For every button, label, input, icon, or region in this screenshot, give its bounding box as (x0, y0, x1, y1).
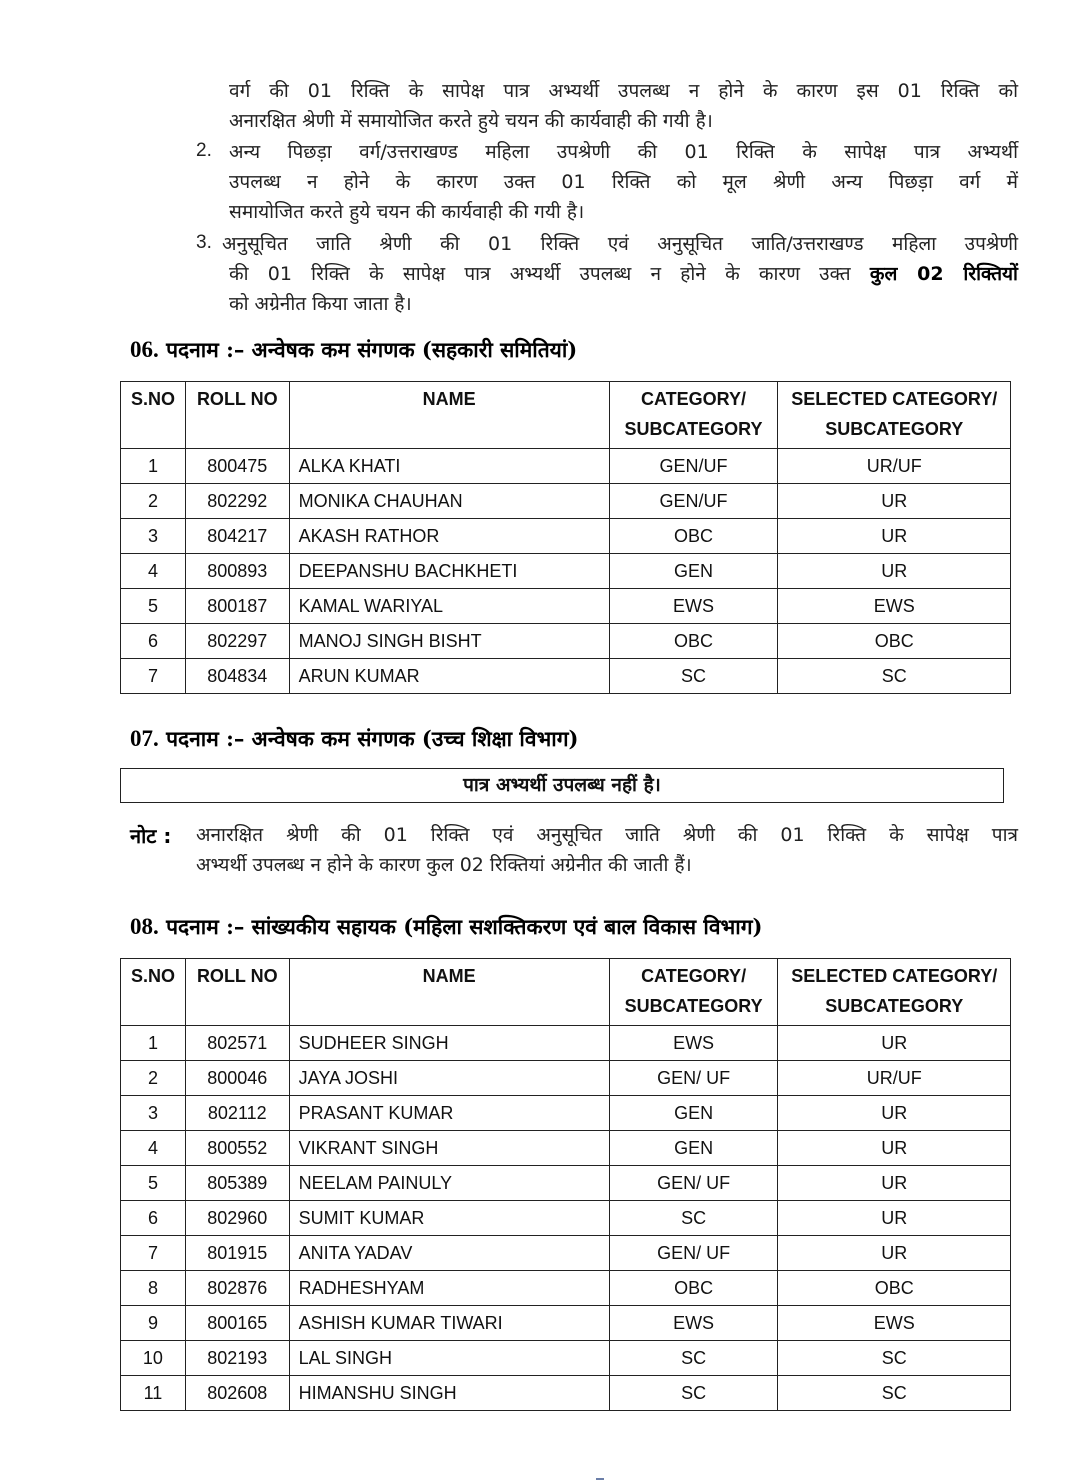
header-category: CATEGORY/ SUBCATEGORY (609, 959, 778, 1026)
cell-roll-no: 802876 (185, 1271, 289, 1306)
table-row (121, 1131, 1011, 1166)
cell-category: OBC (609, 624, 778, 659)
table-row (121, 1166, 1011, 1201)
cell-selected-category: UR (778, 1026, 1011, 1061)
section08-table (120, 958, 1011, 1411)
note-item1-line2: अनारक्षित श्रेणी में समायोजित करते हुये चयन की कार्यवाही की गयी है। (229, 110, 713, 132)
cell-sno: 4 (121, 1131, 186, 1166)
table-row (121, 589, 1011, 624)
cell-roll-no: 800046 (185, 1061, 289, 1096)
cell-sno: 7 (121, 659, 186, 694)
cell-sno: 4 (121, 554, 186, 589)
cell-selected-category: OBC (778, 1271, 1011, 1306)
table-row (121, 519, 1011, 554)
cell-category: GEN/ UF (609, 1166, 778, 1201)
cell-name: SUDHEER SINGH (289, 1026, 609, 1061)
header-category: CATEGORY/ SUBCATEGORY (609, 382, 778, 449)
cell-sno: 10 (121, 1341, 186, 1376)
section06-title: पदनाम :– अन्वेषक कम संगणक (सहकारी समितियां) (166, 337, 578, 362)
cell-category: EWS (609, 1306, 778, 1341)
cell-sno: 3 (121, 1096, 186, 1131)
section08-heading (130, 913, 763, 941)
cell-name: MANOJ SINGH BISHT (289, 624, 609, 659)
cell-selected-category: UR/UF (778, 449, 1011, 484)
cell-name: ALKA KHATI (289, 449, 609, 484)
cell-selected-category: UR (778, 1236, 1011, 1271)
table-row (121, 1236, 1011, 1271)
note-item2-line3: समायोजित करते हुये चयन की कार्यवाही की गयी है। (229, 201, 585, 223)
header-selected-category: SELECTED CATEGORY/ SUBCATEGORY (778, 959, 1011, 1026)
table-header-row (121, 382, 1011, 449)
cell-sno: 3 (121, 519, 186, 554)
cell-selected-category: UR (778, 519, 1011, 554)
cell-roll-no: 802571 (185, 1026, 289, 1061)
cell-sno: 9 (121, 1306, 186, 1341)
section07-note-line1: अनारक्षित श्रेणी की 01 रिक्ति एवं अनुसूचित जाति श्रेणी की 01 रिक्ति के सापेक्ष पात्र (196, 824, 1018, 846)
cell-roll-no: 802960 (185, 1201, 289, 1236)
cell-name: ARUN KUMAR (289, 659, 609, 694)
cell-selected-category: UR (778, 1096, 1011, 1131)
cell-category: EWS (609, 589, 778, 624)
cell-category: SC (609, 659, 778, 694)
cell-roll-no: 800187 (185, 589, 289, 624)
section07-heading (130, 725, 579, 753)
note-item3-line2-text: की 01 रिक्ति के सापेक्ष पात्र अभ्यर्थी उपलब्ध न होने के कारण उक्त (229, 263, 851, 285)
note-item3-line1: अनुसूचित जाति श्रेणी की 01 रिक्ति एवं अनुसूचित जाति/उत्तराखण्ड महिला उपश्रेणी (222, 233, 1018, 255)
cell-name: LAL SINGH (289, 1341, 609, 1376)
cell-roll-no: 800893 (185, 554, 289, 589)
cell-category: SC (609, 1341, 778, 1376)
section07-number: 07. (130, 726, 159, 751)
cell-sno: 5 (121, 1166, 186, 1201)
table-row (121, 1026, 1011, 1061)
note-item2-number: 2. (196, 140, 212, 161)
cell-roll-no: 802193 (185, 1341, 289, 1376)
header-roll-no: ROLL NO (185, 382, 289, 449)
header-name: NAME (289, 959, 609, 1026)
cell-name: JAYA JOSHI (289, 1061, 609, 1096)
table-row (121, 1376, 1011, 1411)
cell-selected-category: EWS (778, 1306, 1011, 1341)
header-sno: S.NO (121, 382, 186, 449)
cell-roll-no: 800475 (185, 449, 289, 484)
page-number-mark (596, 1478, 604, 1480)
cell-selected-category: UR (778, 554, 1011, 589)
cell-category: GEN/UF (609, 449, 778, 484)
cell-roll-no: 805389 (185, 1166, 289, 1201)
cell-selected-category: UR (778, 1166, 1011, 1201)
cell-name: ANITA YADAV (289, 1236, 609, 1271)
cell-category: OBC (609, 519, 778, 554)
cell-sno: 1 (121, 449, 186, 484)
note-item2-line1: अन्य पिछड़ा वर्ग/उत्तराखण्ड महिला उपश्रेणी की 01 रिक्ति के सापेक्ष पात्र अभ्यर्थी (229, 141, 1018, 163)
cell-category: GEN (609, 554, 778, 589)
cell-sno: 2 (121, 484, 186, 519)
cell-sno: 7 (121, 1236, 186, 1271)
section06-heading (130, 336, 577, 364)
note-item2-line2: उपलब्ध न होने के कारण उक्त 01 रिक्ति को मूल श्रेणी अन्य पिछड़ा वर्ग में (229, 171, 1018, 193)
cell-category: OBC (609, 1271, 778, 1306)
table-row (121, 554, 1011, 589)
note-item3-line3: को अग्रेनीत किया जाता है। (229, 293, 412, 315)
cell-name: MONIKA CHAUHAN (289, 484, 609, 519)
cell-category: EWS (609, 1026, 778, 1061)
cell-selected-category: UR/UF (778, 1061, 1011, 1096)
cell-name: NEELAM PAINULY (289, 1166, 609, 1201)
cell-roll-no: 800165 (185, 1306, 289, 1341)
cell-roll-no: 802608 (185, 1376, 289, 1411)
cell-name: AKASH RATHOR (289, 519, 609, 554)
cell-name: DEEPANSHU BACHKHETI (289, 554, 609, 589)
cell-sno: 1 (121, 1026, 186, 1061)
note-label: नोट : (130, 824, 172, 848)
cell-name: VIKRANT SINGH (289, 1131, 609, 1166)
cell-selected-category: SC (778, 1376, 1011, 1411)
table-row (121, 659, 1011, 694)
cell-sno: 6 (121, 624, 186, 659)
cell-roll-no: 802112 (185, 1096, 289, 1131)
cell-roll-no: 801915 (185, 1236, 289, 1271)
cell-name: KAMAL WARIYAL (289, 589, 609, 624)
note-item3-line2-bold: कुल 02 रिक्तियों (869, 263, 1018, 285)
cell-sno: 2 (121, 1061, 186, 1096)
cell-selected-category: SC (778, 659, 1011, 694)
section07-note-line2: अभ्यर्थी उपलब्ध न होने के कारण कुल 02 रिक्तियां अग्रेनीत की जाती हैं। (196, 854, 692, 876)
section06-table (120, 381, 1011, 694)
note-item3-line2 (229, 259, 1018, 289)
cell-selected-category: UR (778, 484, 1011, 519)
cell-roll-no: 804217 (185, 519, 289, 554)
header-selected-category: SELECTED CATEGORY/ SUBCATEGORY (778, 382, 1011, 449)
cell-roll-no: 802297 (185, 624, 289, 659)
cell-category: SC (609, 1201, 778, 1236)
cell-selected-category: EWS (778, 589, 1011, 624)
cell-name: ASHISH KUMAR TIWARI (289, 1306, 609, 1341)
table-row (121, 624, 1011, 659)
table-row (121, 449, 1011, 484)
note-item3-number: 3. (196, 232, 212, 253)
cell-category: GEN (609, 1096, 778, 1131)
cell-category: GEN (609, 1131, 778, 1166)
table-row (121, 484, 1011, 519)
cell-sno: 6 (121, 1201, 186, 1236)
table-row (121, 1061, 1011, 1096)
section08-title: पदनाम :– सांख्यकीय सहायक (महिला सशक्तिकरण एवं बाल विकास विभाग) (166, 914, 763, 939)
section06-number: 06. (130, 337, 159, 362)
note-item1-line1: वर्ग की 01 रिक्ति के सापेक्ष पात्र अभ्यर्थी उपलब्ध न होने के कारण इस 01 रिक्ति को (229, 80, 1018, 102)
no-candidates-box: पात्र अभ्यर्थी उपलब्ध नहीं है। (120, 768, 1004, 803)
table-row (121, 1271, 1011, 1306)
cell-sno: 5 (121, 589, 186, 624)
cell-selected-category: UR (778, 1201, 1011, 1236)
cell-category: GEN/UF (609, 484, 778, 519)
cell-name: SUMIT KUMAR (289, 1201, 609, 1236)
cell-roll-no: 804834 (185, 659, 289, 694)
cell-roll-no: 800552 (185, 1131, 289, 1166)
cell-selected-category: UR (778, 1131, 1011, 1166)
cell-name: HIMANSHU SINGH (289, 1376, 609, 1411)
header-roll-no: ROLL NO (185, 959, 289, 1026)
cell-category: SC (609, 1376, 778, 1411)
table-header-row (121, 959, 1011, 1026)
section07-title: पदनाम :– अन्वेषक कम संगणक (उच्च शिक्षा विभाग) (166, 726, 579, 751)
table-row (121, 1201, 1011, 1236)
cell-name: PRASANT KUMAR (289, 1096, 609, 1131)
cell-category: GEN/ UF (609, 1061, 778, 1096)
cell-sno: 11 (121, 1376, 186, 1411)
cell-category: GEN/ UF (609, 1236, 778, 1271)
table-row (121, 1096, 1011, 1131)
header-name: NAME (289, 382, 609, 449)
table-row (121, 1306, 1011, 1341)
cell-sno: 8 (121, 1271, 186, 1306)
section08-number: 08. (130, 914, 159, 939)
header-sno: S.NO (121, 959, 186, 1026)
cell-selected-category: OBC (778, 624, 1011, 659)
table-row (121, 1341, 1011, 1376)
cell-name: RADHESHYAM (289, 1271, 609, 1306)
cell-roll-no: 802292 (185, 484, 289, 519)
cell-selected-category: SC (778, 1341, 1011, 1376)
